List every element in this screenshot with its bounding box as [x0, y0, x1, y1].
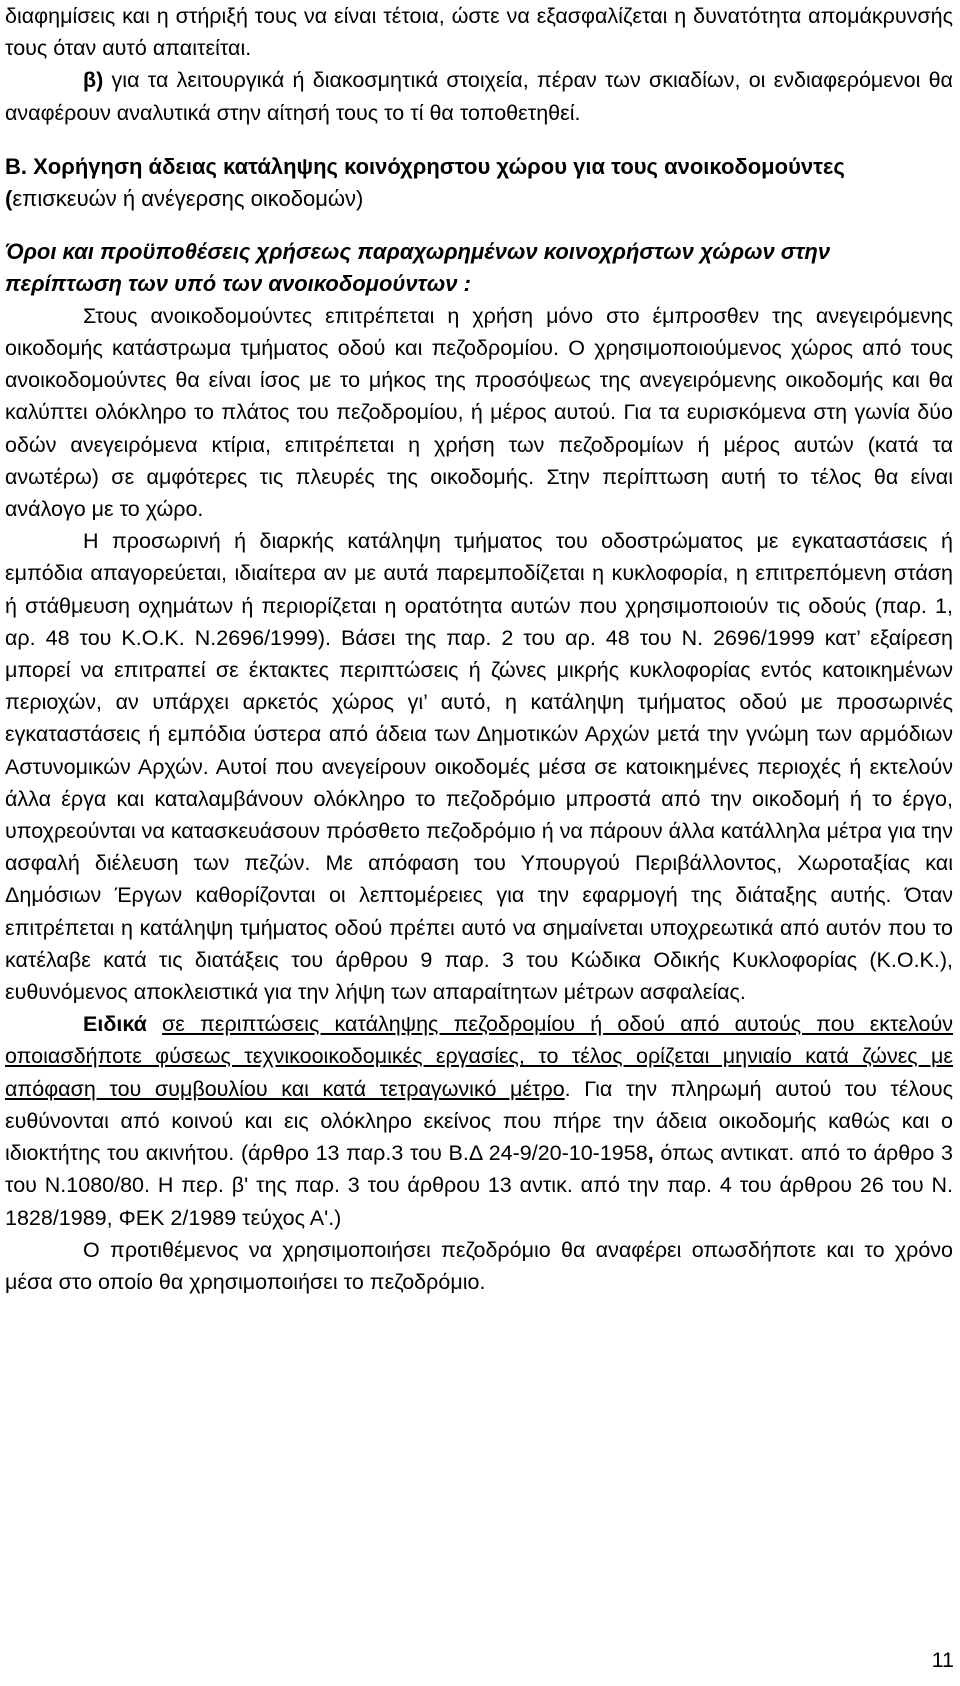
subheading: Όροι και προϋποθέσεις χρήσεως παραχωρημένων κοινοχρήστων χώρων στην περίπτωση των υπό των ανοικοδομούντων :	[5, 238, 831, 296]
underlined-text: σε περιπτώσεις κατάληψης πεζοδρομίου ή οδού από αυτούς που εκτελούν οποιασδήποτε φύσεως τεχνικοοικοδομικές εργασίες, το τέλος ορίζεται μηνιαίο κατά ζώνες με απόφαση του συμβουλίου και κατά τετραγωνικό μέτρο	[5, 1012, 953, 1101]
paragraph-road-occupation	[5, 525, 953, 1008]
paragraph-text: όπως αντικατ. από το άρθρο 3 του Ν.1080/80. Η περ. β' της παρ. 3 του άρθρου 13 αντικ. από την παρ. 4 του άρθρου 26 του Ν. 1828/1989, ΦΕΚ 2/1989 τεύχος Α'.)	[5, 1141, 953, 1230]
paragraph-text: διαφημίσεις και η στήριξή τους να είναι τέτοια, ώστε να εξασφαλίζεται η δυνατότητα απομάκρυνσής τους όταν αυτό απαιτείται.	[5, 4, 953, 61]
paragraph-text: Ο προτιθέμενος να χρησιμοποιήσει πεζοδρόμιο θα αναφέρει οπωσδήποτε και το χρόνο μέσα στο οποίο θα χρησιμοποιήσει το πεζοδρόμιο.	[5, 1237, 953, 1294]
section-heading-bold: Β. Χορήγηση άδειας κατάληψης κοινόχρηστου χώρου για τους ανοικοδομούντες (	[5, 153, 845, 211]
paragraph-signs-support	[5, 0, 953, 64]
paragraph-use-of-space	[5, 300, 953, 525]
emphasis-bold: Ειδικά	[83, 1012, 147, 1037]
page-number: 11	[931, 1648, 954, 1672]
paragraph-decorative-elements	[5, 64, 953, 128]
paragraph-text: Στους ανοικοδομούντες επιτρέπεται η χρήση μόνο στο έμπροσθεν της ανεγειρόμενης οικοδομής κατάστρωμα τμήματος οδού και πεζοδρομίου. Ο χρησιμοποιούμενος χώρος από τους ανοικοδομούντες θα είναι ίσος με το μήκος της προσόψεως της ανεγειρόμενης οικοδομής και θα καλύπτει ολόκληρο το πλάτος του πεζοδρομίου, ή μέρος αυτού. Για τα ευρισκόμενα στη γωνία δύο οδών ανεγειρόμενα κτίρια, επιτρέπεται η χρήση των πεζοδρομίων ή μέρος αυτών (κατά τα ανωτέρω) σε αμφότερες τις πλευρές της οικοδομής. Στην περίπτωση αυτή το τέλος θα είναι ανάλογο με το χώρο.	[5, 303, 953, 522]
paragraph-duration	[5, 1234, 953, 1298]
paragraph-text: . Για την πληρωμή αυτού του τέλους ευθύνονται από κοινού και εις ολόκληρο εκείνος που πήρε την άδεια οικοδομής καθώς και ο ιδιοκτήτης του ακινήτου. (άρθρο 13 παρ.3 του Β.Δ 24-9/20-10-1958	[5, 1076, 953, 1166]
paragraph-fee-specifics	[5, 1008, 953, 1233]
section-heading	[5, 151, 953, 215]
paragraph-text: για τα λειτουργικά ή διακοσμητικά στοιχεία, πέραν των σκιαδίων, οι ενδιαφερόμενοι θα αναφέρουν αναλυτικά στην αίτησή τους το τί θα τοποθετηθεί.	[5, 68, 953, 125]
item-label: β)	[83, 68, 104, 93]
section-heading-normal: επισκευών ή ανέγερσης οικοδομών)	[12, 185, 364, 211]
bold-comma: ,	[647, 1141, 654, 1166]
paragraph-text: Η προσωρινή ή διαρκής κατάληψη τμήματος του οδοστρώματος με εγκαταστάσεις ή εμπόδια απαγορεύεται, ιδιαίτερα αν με αυτά παρεμποδίζεται η κυκλοφορία, η επιτρεπόμενη στάση ή στάθμευση οχημάτων ή περιορίζεται η ορατότητα αυτών που χρησιμοποιούν τις οδούς (παρ. 1, αρ. 48 του Κ.Ο.Κ. Ν.2696/1999). Βάσει της παρ. 2 του αρ. 48 του Ν. 2696/1999 κατ’ εξαίρεση μπορεί να επιτραπεί σε έκτακτες περιπτώσεις ή ζώνες μικρής κυκλοφορίας εντός κατοικημένων περιοχών, αν υπάρχει αρκετός χώρος γι’ αυτό, η κατάληψη τμήματος οδού με προσωρινές εγκαταστάσεις ή εμπόδια ύστερα από άδεια των Δημοτικών Αρχών μετά την γνώμη των αρμόδιων Αστυνομικών Αρχών. Αυτοί που ανεγείρουν οικοδομές μέσα σε κατοικημένες περιοχές ή εκτελούν άλλα έργα και καταλαμβάνουν ολόκληρο το πεζοδρόμιο μπροστά από την οικοδομή ή το έργο, υποχρεούνται να κατασκευάσουν πρόσθετο πεζοδρόμιο ή να πάρουν άλλα κατάλληλα μέτρα για την ασφαλή διέλευση των πεζών. Με απόφαση του Υπουργού Περιβάλλοντος, Χωροταξίας και Δημόσιων Έργων καθορίζονται οι λεπτομέρειες για την εφαρμογή της διάταξης αυτής. Όταν επιτρέπεται η κατάληψη τμήματος οδού πρέπει αυτό να σημαίνεται υποχρεωτικά από αυτόν που το κατέλαβε κατά τις διατάξεις του άρθρου 9 παρ. 3 του Κώδικα Οδικής Κυκλοφορίας (Κ.Ο.Κ.), ευθυνόμενος αποκλειστικά για την λήψη των απαραίτητων μέτρων ασφαλείας.	[5, 529, 953, 1005]
document-page	[5, 0, 953, 1298]
